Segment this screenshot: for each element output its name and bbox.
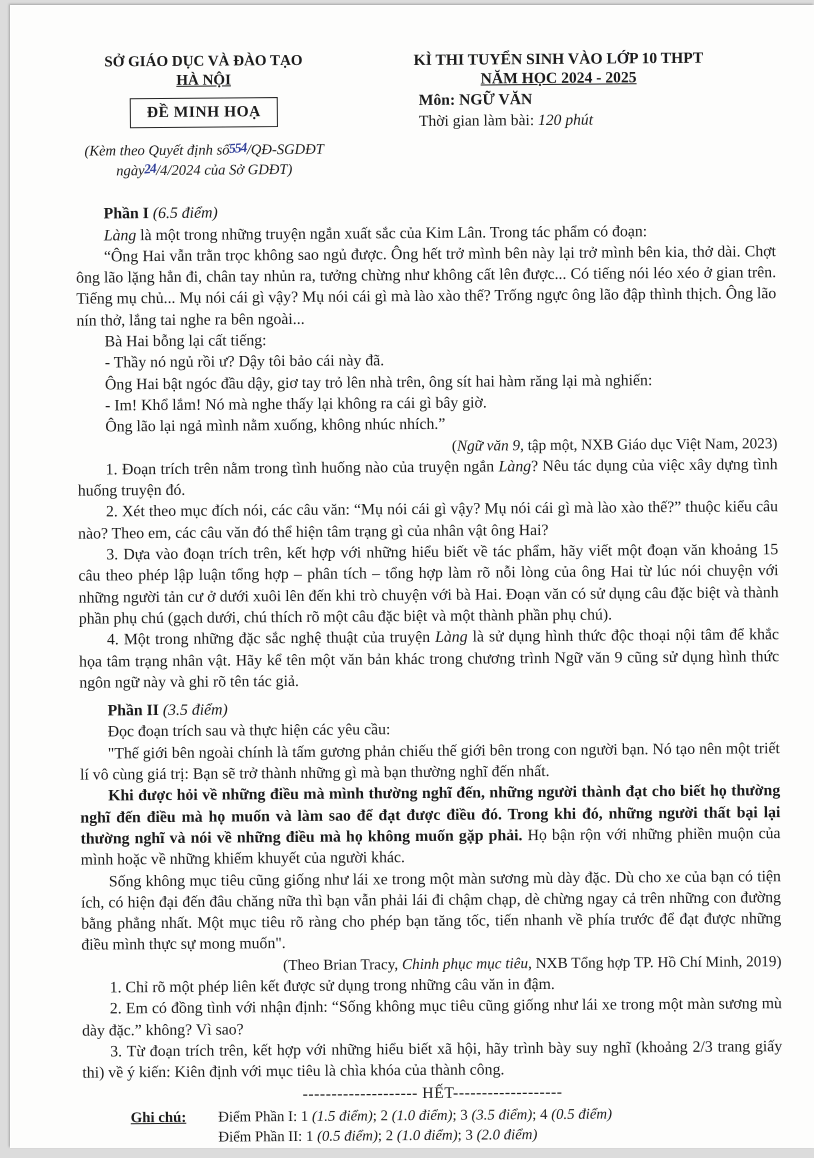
duration-line — [343, 108, 775, 132]
part2-quote-paragraph-3: Sống không mục tiêu cũng giống như lái xe trong một màn sương mù dày đặc. Dù cho xe của bạn có tiện ích, có hiện đại đến đâu chăng nữa thì bạn vẫn phải lái đi chậm chạp, dè chừng ngay cả trên những con đường bằng phẳng nhất. Một mục tiêu rõ ràng cho phép bạn tăng tốc, tiến nhanh về phía trước để đạt được những điều mình thực sự mong muốn". — [80, 867, 782, 955]
part1-source-pre: ( — [451, 437, 458, 455]
department-name: SỞ GIÁO DỤC VÀ ĐÀO TẠO — [104, 52, 303, 71]
duration-value: 120 phút — [537, 111, 594, 130]
part1-source-post: , tập một, NXB Giáo dục Việt Nam, 2023) — [520, 434, 778, 454]
part2-quote-bold-text: Khi được hỏi về những điều mà mình thường nghĩ đến, những người thành đạt cho biết họ thường nghĩ đến điều mà họ muốn và làm sao để đạt được điều đó. Trong khi đó, những người thất bại lại thường nghĩ và nói về những điều mà họ không muốn gặp phải. — [80, 782, 781, 848]
part1-question-4 — [79, 624, 779, 693]
part2-source-post: , NXB Tổng hợp TP. Hồ Chí Minh, 2019) — [528, 952, 782, 972]
part2-source-book: Chinh phục mục tiêu — [401, 954, 529, 973]
sl1-6: ; 4 — [532, 1106, 552, 1123]
subject-label: Môn: — [418, 91, 460, 109]
sl1-3: (1.0 điểm) — [391, 1107, 453, 1124]
part1-q1-title: Làng — [498, 457, 532, 476]
decision-note-pre: (Kèm theo Quyết định số — [84, 142, 230, 160]
grading-note — [83, 1103, 783, 1148]
handwritten-decision-number: 554 — [228, 140, 248, 157]
school-year-text: NĂM HỌC 2024 - 2025 — [480, 69, 637, 88]
part2-heading-points: (3.5 điểm) — [158, 701, 228, 720]
part1-q4-title: Làng — [435, 628, 468, 647]
end-marker: -------------------- HẾT------------------- — [302, 1084, 563, 1104]
part1-intro-rest: là một trong những truyện ngắn xuất sắc của Kim Lân. Trong tác phẩm có đoạn: — [136, 222, 648, 244]
part2-question-3: 3. Từ đoạn trích trên, kết hợp với những hiểu biết xã hội, hãy trình bày suy nghĩ (khoảng 2/3 trang giấy thi) về ý kiến: Kiên định với mục tiêu là chìa khóa của thành công. — [82, 1038, 783, 1082]
sl1-7: (0.5 điểm) — [551, 1106, 613, 1123]
dialogue-line-2: - Thầy nó ngủ rồi ư? Dậy tôi bảo cái này đã. — [104, 352, 385, 372]
part2-quote-regular-text: Họ bận rộn với những phiền muộn của mình hoặc về những khiếm khuyết của người khác. — [80, 825, 781, 869]
sl1-1: (1.5 điểm) — [311, 1108, 373, 1125]
exam-title-block — [332, 48, 775, 132]
decision-note-day-word: ngày — [116, 163, 145, 180]
part2-source-pre: (Theo Brian Tracy, — [283, 955, 403, 974]
dialogue-line-5: Ông lão lại ngả mình nằm xuống, không nhúc nhích.” — [105, 416, 446, 436]
issuing-authority-block — [74, 52, 333, 182]
part1-q1-post: ? Nêu tác dụng của việc xây dựng tình huống truyện đó. — [77, 456, 778, 500]
exam-title: KÌ THI TUYỂN SINH VÀO LỚP 10 THPT — [413, 49, 704, 69]
sl2-1: (0.5 điểm) — [316, 1128, 378, 1145]
grading-note-lines — [218, 1104, 612, 1147]
part1-question-3: 3. Dựa vào đoạn trích trên, kết hợp với những hiểu biết về tác phẩm, hãy viết một đoạn văn khoảng 15 câu theo phép lập luận tổng hợp – phân tích – tổng hợp làm rõ nỗi lòng của ông Hai từ lúc nói chuyện với những người tản cư ở dưới xuôi lên đến khi trò chuyện với bà Hai. Đoạn văn có sử dụng câu đặc biệt và thành phần phụ chú (gạch dưới, chú thích rõ một câu đặc biệt và một thành phần phụ chú). — [78, 541, 779, 628]
subject-value: NGỮ VĂN — [458, 91, 533, 109]
exam-type-box: ĐỀ MINH HOẠ — [130, 97, 278, 128]
part2-intro: Đọc đoạn trích sau và thực hiện các yêu cầu: — [107, 721, 391, 741]
exam-paper-sheet — [10, 5, 814, 1148]
story-title-lang: Làng — [103, 226, 137, 245]
exam-paper-content — [10, 2, 814, 1151]
sl1-5: (3.5 điểm) — [471, 1106, 533, 1124]
handwritten-day-number: 24 — [143, 160, 157, 177]
part1-q4-pre: 4. Một trong những đặc sắc nghệ thuật của truyện — [106, 629, 436, 649]
decision-note-mid: /QĐ-SGDĐT — [246, 141, 324, 159]
dialogue-line-1: Bà Hai bỗng lại cất tiếng: — [104, 332, 267, 351]
part1-heading-points: (6.5 điểm) — [148, 204, 218, 223]
sl1-4: ; 3 — [452, 1107, 472, 1124]
part1-q4-post: là sử dụng hình thức độc thoại nội tâm để khắc họa tâm trạng nhân vật. Hãy kể tên một văn bản khác trong chương trình Ngữ văn 9 cũng sử dụng hình thức ngôn ngữ này và ghi rõ tên tác giả. — [79, 626, 780, 692]
exam-header — [74, 48, 775, 182]
part2-heading-label: Phần II — [107, 702, 159, 720]
sl2-0: Điểm Phần II: 1 — [218, 1128, 318, 1146]
dialogue-line-3: Ông Hai bật ngóc đầu dậy, giơ tay trỏ lên nhà trên, ông sít hai hàm răng lại mà nghiến: — [104, 371, 653, 394]
part1-quote-paragraph: “Ông Hai vẫn trằn trọc không sao ngủ được. Ông hết trở mình bên này lại trở mình bên kia, thở dài. Chợt ông lão lặng hẳn đi, chân tay nhủn ra, tưởng chừng như không cất lên được... Có tiếng nói léo xéo ở gian trên. Tiếng mụ chủ... Mụ nói cái gì vậy? Mụ nói cái gì mà lào xào thế? Trống ngực ông lão đập thình thịch. Ông lão nín thở, lắng tai nghe ra bên ngoài... — [76, 243, 777, 330]
department-city: HÀ NỘI — [176, 72, 231, 89]
exam-body — [76, 198, 783, 1148]
duration-label: Thời gian làm bài: — [418, 112, 539, 130]
score-note-line1 — [218, 1104, 612, 1127]
sl1-0: Điểm Phần I: 1 — [218, 1108, 313, 1126]
sl2-4: ; 3 — [457, 1127, 477, 1144]
decision-note — [75, 140, 333, 182]
part1-source-book: Ngữ văn 9 — [456, 436, 521, 455]
part1-question-1 — [78, 454, 778, 502]
grading-note-label: Ghi chú: — [130, 1109, 187, 1127]
part2-question-1: 1. Chỉ rõ một phép liên kết được sử dụng trong những câu văn in đậm. — [109, 975, 555, 997]
sl2-2: ; 2 — [377, 1127, 397, 1145]
part1-question-2: 2. Xét theo mục đích nói, các câu văn: “Mụ nói cái gì vậy? Mụ nói cái gì mà lào xào thế?” thuộc kiểu câu nào? Theo em, các câu văn đó thể hiện tâm trạng gì của nhân vật ông Hai? — [78, 498, 779, 543]
sl2-5: (2.0 điểm) — [476, 1126, 538, 1144]
part2-question-2: 2. Em có đồng tình với nhận định: “Sống không mục tiêu cũng giống như lái xe trong một màn sương mù dày đặc.” không? Vì sao? — [81, 995, 782, 1040]
dialogue-line-4: - Im! Khổ lắm! Nó mà nghe thấy lại không ra cái gì bây giờ. — [105, 394, 487, 415]
part1-q1-pre: 1. Đoạn trích trên nằm trong tình huống nào của truyện ngắn — [105, 458, 499, 479]
part1-heading-label: Phần I — [103, 205, 149, 223]
part2-quote-paragraph-1: "Thế giới bên ngoài chính là tấm gương phản chiếu thế giới bên trong con người bạn. Nó tạo nên một triết lí vô cùng giá trị: Bạn sẽ trở thành những gì mà bạn thường nghĩ đến nhất. — [79, 739, 780, 784]
score-note-line2 — [218, 1124, 612, 1147]
sl1-2: ; 2 — [372, 1107, 392, 1125]
sl2-3: (1.0 điểm) — [396, 1127, 458, 1144]
decision-note-post: /4/2024 của Sở GDĐT) — [156, 162, 293, 180]
part2-quote-paragraph-2 — [80, 780, 781, 871]
